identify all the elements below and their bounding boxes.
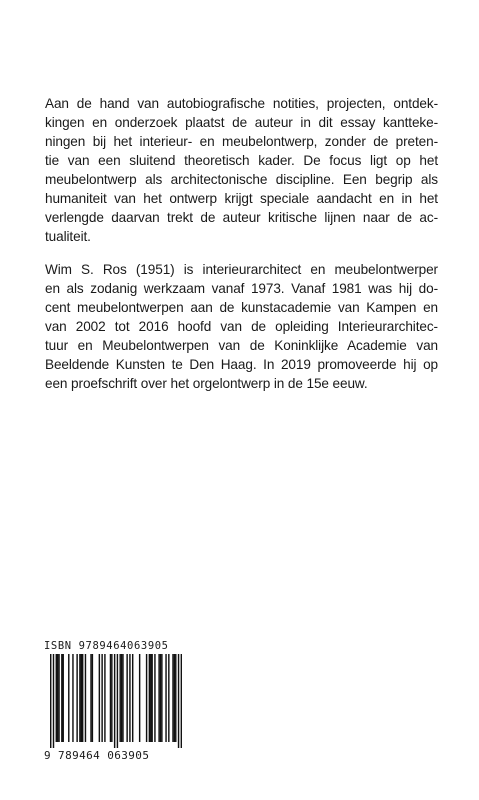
text-line: verlengde daarvan trekt de auteur kritische lijnen naar de ac- (45, 210, 438, 225)
barcode-bar (160, 654, 161, 742)
synopsis-paragraph (45, 94, 438, 246)
barcode-bar (132, 654, 133, 742)
barcode-bar (68, 654, 69, 742)
isbn-label: ISBN 9789464063905 (44, 640, 169, 652)
text-line: Aan de hand van autobiografische notities, projecten, ontdek- (45, 96, 438, 111)
barcode-bar (58, 654, 59, 742)
barcode-bars (50, 654, 182, 748)
isbn-digits: 9 789464 063905 (44, 749, 150, 762)
barcode-bar (178, 654, 179, 748)
barcode-bar (81, 654, 82, 742)
text-line: humaniteit van het ontwerp krijgt speciale aandacht en in het (45, 191, 438, 206)
barcode-bar (181, 654, 182, 748)
barcode-bar (119, 654, 120, 742)
barcode-bar (50, 654, 51, 748)
barcode-bar (168, 654, 169, 742)
text-line: en als zodanig werkzaam vanaf 1973. Vanaf 1981 was hij do- (45, 281, 438, 296)
text-line: meubelontwerp als architectonische discipline. Een begrip als (45, 172, 438, 187)
barcode-bar (154, 654, 155, 742)
barcode-bar (146, 654, 147, 742)
barcode-bar (117, 654, 118, 748)
barcode-bar (111, 654, 112, 742)
text-line: van 2002 tot 2016 hoofd van de opleiding Interieurarchitec- (45, 319, 438, 334)
barcode-bar (63, 654, 64, 742)
text-line: tie van een sluitend theoretisch kader. De focus ligt op het (45, 153, 438, 168)
barcode-bar (79, 654, 80, 742)
barcode-bar (101, 654, 102, 742)
barcode-bar (161, 654, 162, 742)
barcode-bar (85, 654, 86, 742)
barcode-bar (172, 654, 173, 742)
barcode-bar (76, 654, 77, 742)
barcode-bar (99, 654, 100, 742)
barcode-bar (57, 654, 58, 742)
barcode-bar (110, 654, 111, 742)
barcode-bar (53, 654, 54, 748)
isbn-barcode (44, 640, 184, 764)
barcode-bar (165, 654, 166, 742)
barcode-bar (82, 654, 83, 742)
barcode-bar (174, 654, 175, 742)
barcode-bar (56, 654, 57, 742)
text-line: Wim S. Ros (1951) is interieurarchitect en meubelontwerper (45, 262, 438, 277)
barcode-bar (139, 654, 140, 742)
text-line: tuur en Meubelontwerpen van de Koninklijke Academie van (45, 338, 438, 353)
barcode-bar (129, 654, 130, 742)
barcode-bar (151, 654, 152, 742)
text-line: een proefschrift over het orgelontwerp in de 15e eeuw. (45, 376, 368, 391)
text-line: cent meubelontwerpen aan de kunstacademie van Kampen en (45, 300, 438, 315)
barcode-bar (90, 654, 91, 742)
barcode-bar (92, 654, 93, 742)
barcode-bar (61, 654, 62, 742)
barcode-bar (104, 654, 105, 742)
barcode-bar (150, 654, 151, 742)
text-line: kingen en onderzoek plaatst de auteur in dit essay kantteke- (45, 115, 438, 130)
text-line: ningen bij het interieur- en meubelontwerp, zonder de preten- (45, 134, 438, 149)
barcode-bar (175, 654, 176, 742)
text-line: tualiteit. (45, 229, 91, 244)
author-bio-paragraph (45, 260, 438, 393)
barcode-bar (114, 654, 115, 748)
barcode-bar (126, 654, 127, 742)
barcode-bar (121, 654, 122, 742)
barcode-bar (72, 654, 73, 742)
barcode-bar (158, 654, 159, 742)
barcode-bar (149, 654, 150, 742)
text-line: Beeldende Kunsten te Den Haag. In 2019 promoveerde hij op (45, 357, 438, 372)
barcode-bar (122, 654, 123, 742)
